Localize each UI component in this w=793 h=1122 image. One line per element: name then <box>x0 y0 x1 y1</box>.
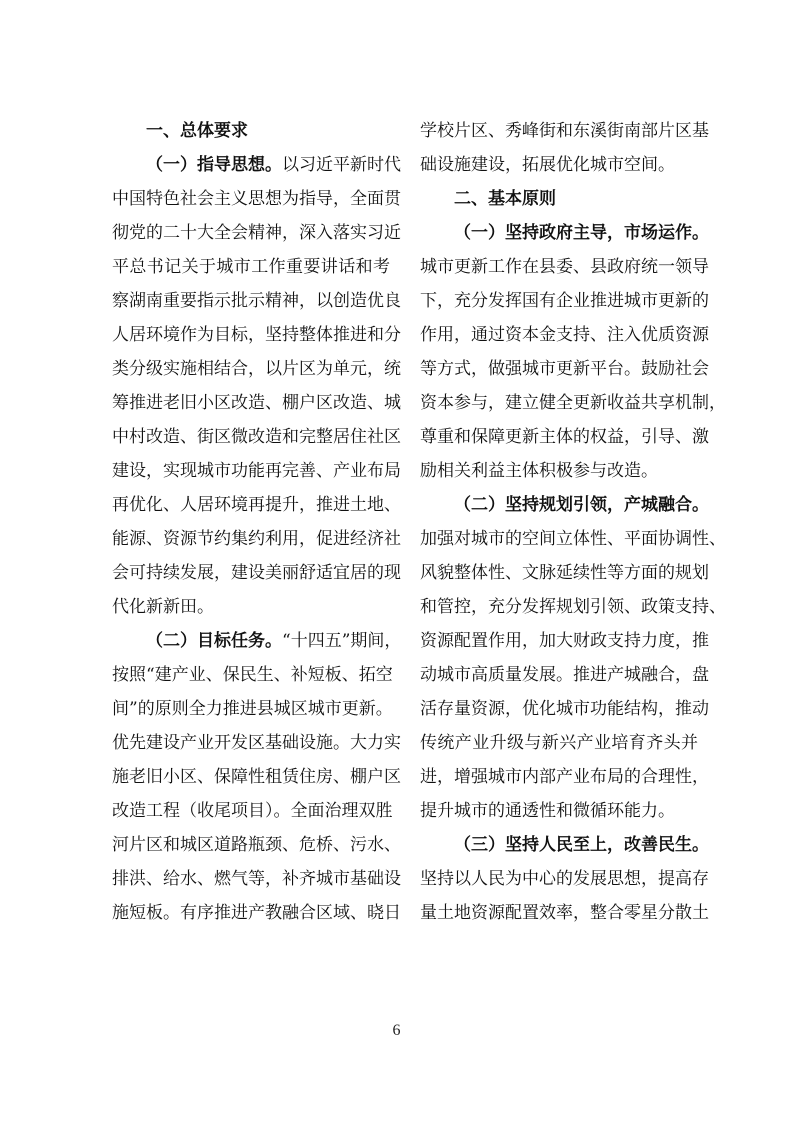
text-line: 再优化、人居环境再提升，推进土地、 <box>112 495 401 515</box>
text-line: 间”的原则全力推进县城区城市更新。 <box>112 699 393 719</box>
principle-heading-government-led: （一）坚持政府主导，市场运作。 <box>454 223 709 243</box>
left-column <box>112 114 402 930</box>
text-line: 城市更新工作在县委、县政府统一领导 <box>420 257 709 277</box>
text-line: 中国特色社会主义思想为指导，全面贯 <box>112 189 401 209</box>
text-line: 加强对城市的空间立体性、平面协调性、 <box>420 529 726 549</box>
text-line: 按照“建产业、保民生、补短板、拓空 <box>112 665 393 685</box>
right-column <box>420 114 726 930</box>
text-line: 活存量资源，优化城市功能结构，推动 <box>420 699 709 719</box>
text-line: 类分级实施相结合，以片区为单元，统 <box>112 359 401 379</box>
para-goals-lead: （二）目标任务。 <box>146 631 282 651</box>
para-goals-first-line <box>112 624 402 658</box>
text-line: 能源、资源节约集约利用，促进经济社 <box>112 529 401 549</box>
text-line: 察湖南重要指示批示精神，以创造优良 <box>112 291 401 311</box>
text-line: 学校片区、秀峰街和东溪街南部片区基 <box>420 121 709 141</box>
text-line: 础设施建设，拓展优化城市空间。 <box>420 155 675 175</box>
para-guiding-thought-first-line <box>112 148 401 182</box>
text-line: 人居环境作为目标，坚持整体推进和分 <box>112 325 401 345</box>
principle-heading-people-first: （三）坚持人民至上，改善民生。 <box>454 835 709 855</box>
section-heading-basic-principles: 二、基本原则 <box>454 189 556 209</box>
principle-heading-planning-led: （二）坚持规划引领，产城融合。 <box>454 495 709 515</box>
text-line: 河片区和城区道路瓶颈、危桥、污水、 <box>112 835 401 855</box>
para-goals-lead-rest: “十四五”期间， <box>282 631 402 651</box>
text-line: 传统产业升级与新兴产业培育齐头并 <box>420 733 698 753</box>
page-number: 6 <box>392 1022 401 1039</box>
text-line: 施老旧小区、保障性租赁住房、棚户区 <box>112 767 401 787</box>
text-line: 尊重和保障更新主体的权益，引导、激 <box>420 427 709 447</box>
text-line: 中村改造、街区微改造和完整居住社区 <box>112 427 401 447</box>
text-line: 改造工程（收尾项目）。全面治理双胜 <box>112 801 393 821</box>
text-line: 会可持续发展，建设美丽舒适宜居的现 <box>112 563 401 583</box>
text-line: 排洪、给水、燃气等，补齐城市基础设 <box>112 869 401 889</box>
text-line: 坚持以人民为中心的发展思想，提高存 <box>420 869 709 889</box>
text-line: 动城市高质量发展。推进产城融合，盘 <box>420 665 709 685</box>
text-line: 等方式，做强城市更新平台。鼓励社会 <box>420 359 709 379</box>
text-line: 筹推进老旧小区改造、棚户区改造、城 <box>112 393 401 413</box>
text-line: 进，增强城市内部产业布局的合理性， <box>420 767 709 787</box>
text-line: 量土地资源配置效率，整合零星分散土 <box>420 903 709 923</box>
text-line: 和管控，充分发挥规划引领、政策支持、 <box>420 597 726 617</box>
section-heading-general-requirements: 一、总体要求 <box>146 121 248 141</box>
text-line: 优先建设产业开发区基础设施。大力实 <box>112 733 401 753</box>
text-line: 作用，通过资本金支持、注入优质资源 <box>420 325 709 345</box>
text-line: 资本参与，建立健全更新收益共享机制， <box>420 393 726 413</box>
text-line: 风貌整体性、文脉延续性等方面的规划 <box>420 563 709 583</box>
text-line: 提升城市的通透性和微循环能力。 <box>420 801 675 821</box>
text-line: 代化新新田。 <box>112 597 214 617</box>
text-line: 施短板。有序推进产教融合区域、晓日 <box>112 903 401 923</box>
para-guiding-thought-lead: （一）指导思想。 <box>146 155 282 175</box>
text-line: 下，充分发挥国有企业推进城市更新的 <box>420 291 709 311</box>
text-line: 彻党的二十大全会精神，深入落实习近 <box>112 223 401 243</box>
text-line: 资源配置作用，加大财政支持力度，推 <box>420 631 709 651</box>
para-guiding-thought-lead-rest: 以习近平新时代 <box>282 155 401 175</box>
text-line: 建设，实现城市功能再完善、产业布局 <box>112 461 401 481</box>
text-line: 励相关利益主体积极参与改造。 <box>420 461 658 481</box>
text-line: 平总书记关于城市工作重要讲话和考 <box>112 257 390 277</box>
